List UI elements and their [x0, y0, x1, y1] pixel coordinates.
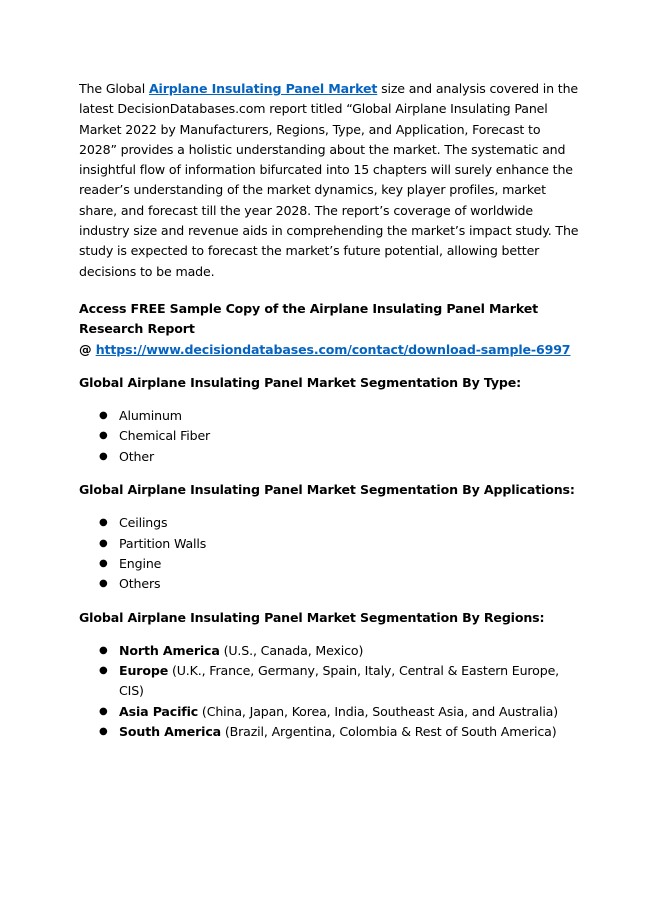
list-item [99, 702, 579, 722]
region-detail: (U.S., Canada, Mexico) [219, 642, 364, 658]
list-item-label: Aluminum [119, 408, 182, 424]
bullet-icon: ● [99, 726, 108, 738]
list-item-label: Others [119, 576, 161, 592]
region-detail: (U.K., France, Germany, Spain, Italy, Central & Eastern Europe, CIS) [119, 663, 560, 699]
document-page [79, 79, 579, 755]
list-item [99, 447, 579, 467]
intro-paragraph [79, 79, 579, 282]
region-detail: (China, Japan, Korea, India, Southeast Asia, and Australia) [198, 703, 559, 719]
region-name: South America [119, 724, 222, 740]
bullet-icon: ● [99, 665, 108, 677]
type-segment-heading: Global Airplane Insulating Panel Market Segmentation By Type: [79, 374, 522, 390]
region-segment-heading: Global Airplane Insulating Panel Market Segmentation By Regions: [79, 609, 545, 625]
region-segment-list [79, 641, 579, 742]
bullet-icon: ● [99, 410, 108, 422]
list-item [99, 661, 579, 702]
bullet-icon: ● [99, 517, 108, 529]
application-segment-heading: Global Airplane Insulating Panel Market Segmentation By Applications: [79, 482, 575, 498]
bullet-icon: ● [99, 705, 108, 717]
access-at-symbol: @ [79, 341, 96, 357]
list-item-label: Partition Walls [119, 535, 207, 551]
list-item [99, 406, 579, 426]
bullet-icon: ● [99, 430, 108, 442]
type-segment-list [79, 406, 579, 467]
list-item [99, 513, 579, 533]
list-item-label: Engine [119, 555, 162, 571]
intro-text-after-link: size and analysis covered in the latest DecisionDatabases.com report titled “Global Airplane Insulating Panel Market 2022 by Manufacturers, Regions, Type, and Application, Forecast to 2028” provides a holistic understanding about the market. The systematic and insightful flow of information bifurcated into 15 chapters will surely enhance the reader’s understanding of the market dynamics, key player profiles, market share, and forecast till the year 2028. The report’s coverage of worldwide industry size and revenue aids in comprehending the market’s impact study. The study is expected to forecast the market’s future potential, allowing better decisions to be made. [79, 81, 579, 279]
access-sample-text: Access FREE Sample Copy of the Airplane Insulating Panel Market Research Report [79, 300, 538, 337]
region-detail: (Brazil, Argentina, Colombia & Rest of South America) [221, 724, 557, 740]
list-item-label: Chemical Fiber [119, 428, 211, 444]
access-sample-paragraph [79, 299, 579, 360]
bullet-icon: ● [99, 578, 108, 590]
list-item [99, 554, 579, 574]
list-item [99, 426, 579, 446]
list-item [99, 722, 579, 742]
list-item [99, 574, 579, 594]
list-item [99, 641, 579, 661]
region-name: North America [119, 642, 220, 658]
bullet-icon: ● [99, 557, 108, 569]
intro-text-before-link: The Global [79, 81, 149, 96]
list-item-label: Other [119, 448, 155, 464]
sample-download-link[interactable]: https://www.decisiondatabases.com/contact/download-sample-6997 [95, 341, 571, 357]
list-item-label: Ceilings [119, 515, 168, 531]
market-link[interactable]: Airplane Insulating Panel Market [148, 81, 378, 96]
bullet-icon: ● [99, 450, 108, 462]
region-name: Europe [119, 663, 169, 679]
bullet-icon: ● [99, 537, 108, 549]
list-item [99, 534, 579, 554]
application-segment-list [79, 513, 579, 594]
region-name: Asia Pacific [119, 703, 199, 719]
bullet-icon: ● [99, 644, 108, 656]
